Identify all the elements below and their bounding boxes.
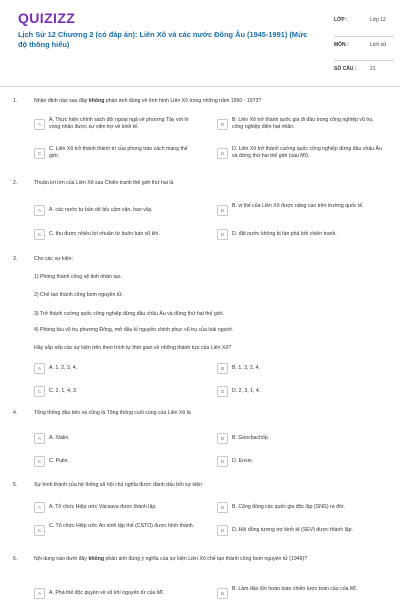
- option-text: C. Tổ chức Hiệp ước An ninh tập thể (CSTO) được hình thành.: [49, 523, 195, 529]
- option-text: C. Putin.: [49, 458, 69, 464]
- option-text: B. Liên Xô trở thành quốc gia đi đầu trong công nghiệp vũ trụ, công nghiệp điện hạt nhân.: [232, 117, 374, 130]
- subject-meta: [334, 42, 387, 48]
- question-number: 3.: [13, 256, 18, 262]
- question-text: Sự hình thành của hệ thống xã hội chủ nghĩa được đánh dấu bởi sự kiện: [34, 482, 203, 488]
- option-c[interactable]: [34, 522, 199, 538]
- question-number: 2.: [13, 180, 18, 186]
- event-item: 2) Chế tạo thành công bom nguyên tử.: [34, 292, 124, 298]
- option-letter-box: C: [34, 386, 45, 397]
- option-text: D. Liên Xô trở thành cường quốc công nghiệp đứng đầu châu Âu và đứng thứ hai thế giới (sau Mĩ).: [232, 146, 382, 159]
- option-text: A. Phá thế độc quyền về vũ khí nguyên tử của Mĩ.: [49, 590, 165, 596]
- option-a[interactable]: [34, 360, 199, 376]
- count-value: 21: [370, 66, 376, 72]
- option-letter-box: B: [217, 588, 228, 599]
- option-text: C. Liên Xô trở thành thành trì của phong trào cách mạng thế giới.: [49, 146, 188, 159]
- option-text: C. thu được nhiều lợi nhuận từ buôn bán vũ khí.: [49, 231, 160, 237]
- option-text: D. Hội đồng tương trợ kinh tế (SEV) được thành lập.: [232, 527, 353, 533]
- option-c[interactable]: [34, 145, 199, 161]
- option-letter-box: C: [34, 148, 45, 159]
- option-letter-box: A: [34, 502, 45, 513]
- option-text: A. Xtalin.: [49, 435, 70, 441]
- question-text: Thuận lợi lớn của Liên Xô sau Chiến tranh thế giới thứ hai là: [34, 180, 174, 186]
- option-text: D. đất nước không bị tàn phá bởi chiến tranh.: [232, 231, 337, 237]
- option-c[interactable]: [34, 383, 199, 399]
- option-text: B. Gooсbachốp.: [232, 435, 270, 441]
- option-text: A. 1, 2, 3, 4.: [49, 365, 77, 371]
- question-number: 4.: [13, 410, 18, 416]
- option-letter-box: A: [34, 433, 45, 444]
- option-letter-box: D: [217, 525, 228, 536]
- question-number: 5.: [13, 482, 18, 488]
- option-a[interactable]: [34, 430, 199, 446]
- event-item: 4) Phóng tàu vũ trụ phương Đông, mở đầu kỉ nguyên chinh phục vũ trụ của loài người.: [34, 327, 234, 333]
- event-item: 3) Trở thành cường quốc công nghiệp đứng đầu châu Âu và đứng thứ hai thế giới.: [34, 311, 224, 317]
- option-a[interactable]: [34, 499, 199, 515]
- option-a[interactable]: [34, 202, 199, 218]
- event-item: 1) Phóng thành công vệ tinh nhân tạo.: [34, 274, 122, 280]
- option-text: D. Enxin.: [232, 458, 254, 464]
- option-text: A. các nước tư bản dè bỉu cấm vận, bao vây.: [49, 207, 153, 213]
- class-label: LỚP :: [334, 17, 348, 23]
- class-meta: [334, 17, 386, 23]
- option-letter-box: B: [217, 205, 228, 216]
- option-text: A. Thực hiện chính sách đối ngoại ngả về phương Tây với hi vọng nhận được sự viện trợ về kinh tế.: [49, 117, 189, 130]
- question-text: Nội dung nào dưới đây không phản ánh đúng ý nghĩa của sự kiện Liên Xô chế tạo thành công bom nguyên tử (1949)?: [34, 556, 308, 562]
- option-letter-box: D: [217, 229, 228, 240]
- meta-divider: [334, 60, 394, 61]
- class-value: Lớp 12: [370, 17, 386, 23]
- option-b[interactable]: [217, 430, 382, 446]
- option-d[interactable]: [217, 522, 382, 538]
- option-letter-box: A: [34, 205, 45, 216]
- quizizz-logo[interactable]: QUIZIZZ: [18, 10, 76, 26]
- option-d[interactable]: [217, 145, 382, 161]
- option-letter-box: A: [34, 363, 45, 374]
- count-label: SỐ CÂU :: [334, 66, 357, 72]
- option-letter-box: B: [217, 363, 228, 374]
- option-text: B. vị thế của Liên Xô được nâng cao trên trường quốc tế.: [232, 203, 364, 209]
- option-letter-box: B: [217, 502, 228, 513]
- question-number: 6.: [13, 556, 18, 562]
- header-divider: [0, 86, 400, 87]
- option-d[interactable]: [217, 383, 382, 399]
- option-b[interactable]: [217, 202, 382, 218]
- option-d[interactable]: [217, 226, 382, 242]
- option-b[interactable]: [217, 116, 382, 132]
- option-a[interactable]: [34, 116, 199, 132]
- question-text: Tổng thống đầu tiên và cũng là Tổng thống cuối cùng của Liên Xô là: [34, 410, 191, 416]
- question-text: Cho các sự kiện:: [34, 256, 73, 262]
- option-letter-box: B: [217, 119, 228, 130]
- option-b[interactable]: [217, 360, 382, 376]
- option-d[interactable]: [217, 453, 382, 469]
- option-letter-box: D: [217, 148, 228, 159]
- option-text: A. Tổ chức Hiệp ước Vácsava được thành lập.: [49, 504, 157, 510]
- option-text: B. Cộng đồng các quốc gia độc lập (SNG) ra đời.: [232, 504, 345, 510]
- option-b[interactable]: [217, 499, 382, 515]
- option-a[interactable]: [34, 585, 199, 600]
- question-text: Nhận định nào sau đây không phản ánh đúng về tình hình Liên Xô trong những năm 1950 - 1973?: [34, 98, 262, 104]
- worksheet-title: Lịch Sử 12 Chương 2 (có đáp án): Liên Xô và các nước Đông Âu (1945-1991) (Mức độ thông hiểu): [18, 30, 308, 49]
- option-letter-box: B: [217, 433, 228, 444]
- option-letter-box: C: [34, 525, 45, 536]
- option-text: B. 1, 3, 2, 4.: [232, 365, 260, 371]
- subject-value: Lịch sử: [370, 42, 387, 48]
- option-c[interactable]: [34, 453, 199, 469]
- question-prompt: Hãy sắp xếp các sự kiện trên theo trình tự thời gian về những thành tựu của Liên Xô?: [34, 345, 232, 351]
- question-number: 1.: [13, 98, 18, 104]
- option-text: B. Làm đảo lộn hoàn toàn chiến lược toàn cầu của Mĩ.: [232, 586, 358, 592]
- option-c[interactable]: [34, 226, 199, 242]
- option-letter-box: D: [217, 386, 228, 397]
- option-text: D. 2, 3, 1, 4.: [232, 388, 261, 394]
- option-text: C. 2, 1, 4, 3.: [49, 388, 78, 394]
- option-b[interactable]: [217, 585, 382, 600]
- option-letter-box: A: [34, 119, 45, 130]
- option-letter-box: D: [217, 456, 228, 467]
- option-letter-box: A: [34, 588, 45, 599]
- option-letter-box: C: [34, 229, 45, 240]
- subject-label: MÔN :: [334, 42, 349, 48]
- count-meta: [334, 66, 376, 72]
- meta-divider: [334, 36, 394, 37]
- option-letter-box: C: [34, 456, 45, 467]
